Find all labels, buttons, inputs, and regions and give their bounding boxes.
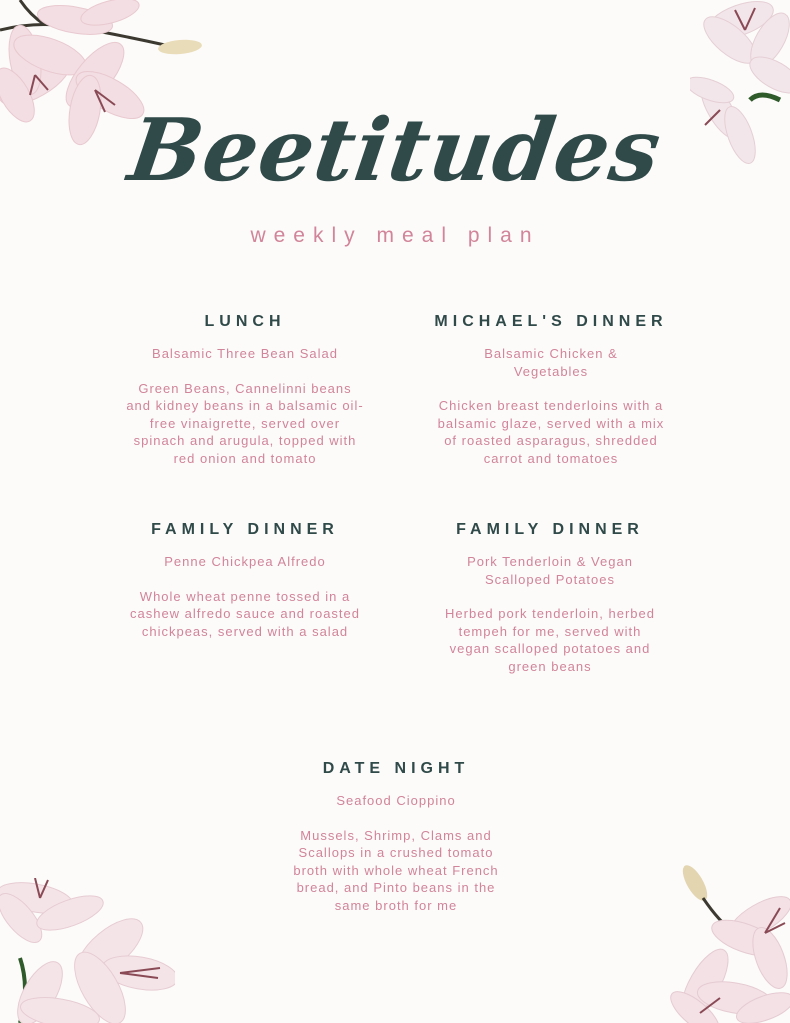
dish-name: Balsamic Chicken & Vegetables <box>484 346 618 379</box>
section-heading: LUNCH <box>204 313 286 330</box>
page-title: Beetitudes <box>122 100 668 201</box>
dish-name: Pork Tenderloin & Vegan Scalloped Potatoes <box>467 554 633 587</box>
section-heading: DATE NIGHT <box>322 760 470 777</box>
lily-flowers-bottom-right <box>665 863 790 1023</box>
dish-description: Chicken breast tenderloins with a balsamic glaze, served with a mix of roasted asparagus, shredded carrot and tomatoes <box>437 398 665 466</box>
dish-name: Balsamic Three Bean Salad <box>152 346 338 361</box>
section-heading: FAMILY DINNER <box>456 521 644 538</box>
dish-description: Mussels, Shrimp, Clams and Scallops in a crushed tomato broth with whole wheat French bread, and Pinto beans in the same broth for me <box>293 827 499 913</box>
dish-description: Herbed pork tenderloin, herbed tempeh for me, served with vegan scalloped potatoes and green beans <box>445 606 655 674</box>
page-subtitle: weekly meal plan <box>250 224 540 247</box>
lily-flowers-bottom-left <box>0 878 175 1023</box>
dish-name: Seafood Cioppino <box>336 793 456 808</box>
lunch-section <box>125 313 365 467</box>
family-dinner-section-2 <box>430 521 670 675</box>
dish-description: Green Beans, Cannelinni beans and kidney beans in a balsamic oil-free vinaigrette, served over spinach and arugula, topped with red onion and tomato <box>126 380 364 466</box>
section-heading: FAMILY DINNER <box>151 521 339 538</box>
dish-description: Whole wheat penne tossed in a cashew alfredo sauce and roasted chickpeas, served with a salad <box>129 588 360 639</box>
family-dinner-section-1 <box>125 521 365 640</box>
dish-name: Penne Chickpea Alfredo <box>164 554 326 569</box>
michaels-dinner-section <box>420 313 682 467</box>
section-heading: MICHAEL'S DINNER <box>434 313 668 330</box>
date-night-section <box>276 760 516 914</box>
